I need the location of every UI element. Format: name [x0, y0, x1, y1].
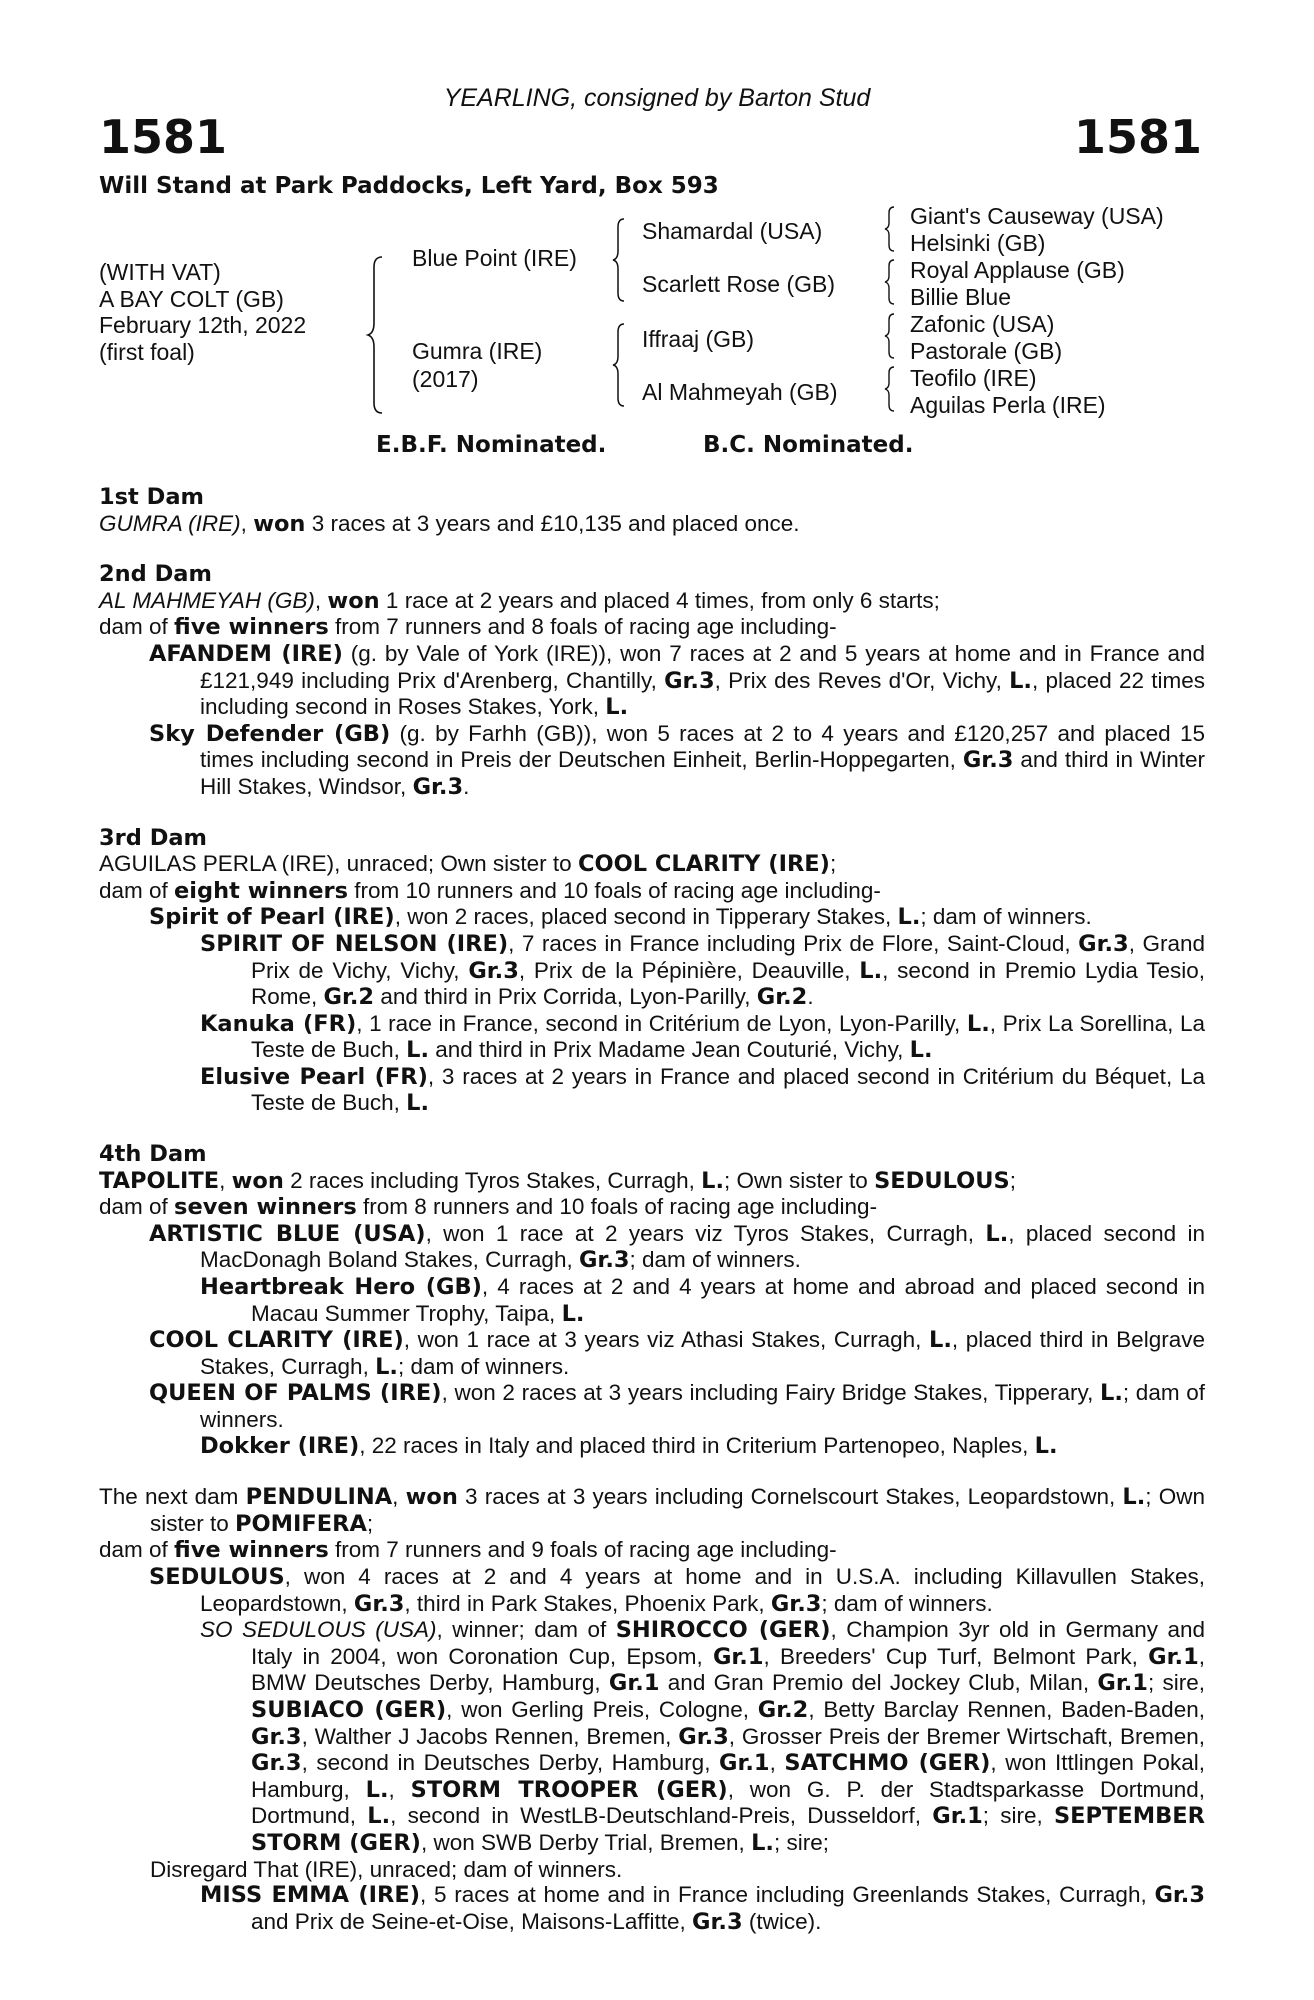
produce-disregard-that: Disregard That (IRE), unraced; dam of winners.	[150, 1856, 623, 1882]
pedigree-dam-year: (2017)	[412, 366, 479, 392]
second-dam-heading: 2nd Dam	[99, 561, 212, 588]
produce-heartbreak-hero: Heartbreak Hero (GB), 4 races at 2 and 4 years at home and abroad and placed second in Macau Summer Trophy, Taipa, L.	[200, 1274, 1205, 1327]
pedigree-bracket-dd	[885, 365, 899, 413]
produce-afandem: AFANDEM (IRE) (g. by Vale of York (IRE)), won 7 races at 2 and 5 years at home and in France and £121,949 including Prix d'Arenberg, Chantilly, Gr.3, Prix des Reves d'Or, Vichy, L., placed 22 times including second in Roses Stakes, York, L.	[149, 640, 1205, 721]
produce-kanuka: Kanuka (FR), 1 race in France, second in Critérium de Lyon, Lyon-Parilly, L., Prix La Sorellina, La Teste de Buch, L. and third in Prix Madame Jean Couturié, Vichy, L.	[200, 1010, 1205, 1064]
produce-queen-of-palms: QUEEN OF PALMS (IRE), won 2 races at 3 years including Fairy Bridge Stakes, Tipperary, L.; dam of winners.	[149, 1380, 1205, 1432]
produce-sedulous: SEDULOUS, won 4 races at 2 and 4 years at home and in U.S.A. including Killavullen Stakes, Leopardstown, Gr.3, third in Park Stakes, Phoenix Park, Gr.3; dam of winners.	[149, 1563, 1205, 1617]
pedigree-sire: Blue Point (IRE)	[412, 245, 577, 271]
fourth-dam-produce: dam of seven winners from 8 runners and 10 foals of racing age including-	[99, 1194, 878, 1221]
pedigree-sire-dam: Scarlett Rose (GB)	[642, 271, 835, 297]
pedigree-bracket-main	[370, 255, 390, 415]
produce-artistic-blue: ARTISTIC BLUE (USA), won 1 race at 2 years viz Tyros Stakes, Curragh, L., placed second in MacDonagh Boland Stakes, Curragh, Gr.3; dam of winners.	[149, 1220, 1205, 1274]
next-dam-text: The next dam PENDULINA, won 3 races at 3 years including Cornelscourt Stakes, Leopardstown, L.; Own sister to POMIFERA;	[99, 1484, 1205, 1537]
pedigree-dsd: Pastorale (GB)	[910, 338, 1063, 364]
produce-spirit-of-nelson: SPIRIT OF NELSON (IRE), 7 races in France including Prix de Flore, Saint-Cloud, Gr.3, Grand Prix de Vichy, Vichy, Gr.3, Prix de la Pépinière, Deauville, L., second in Premio Lydia Tesio, Rome, Gr.2 and third in Prix Corrida, Lyon-Parilly, Gr.2.	[200, 930, 1205, 1011]
produce-so-sedulous: SO SEDULOUS (USA), winner; dam of SHIROCCO (GER), Champion 3yr old in Germany and Italy in 2004, won Coronation Cup, Epsom, Gr.1, Breeders' Cup Turf, Belmont Park, Gr.1, BMW Deutsches Derby, Hamburg, Gr.1 and Gran Premio del Jockey Club, Milan, Gr.1; sire, SUBIACO (GER), won Gerling Preis, Cologne, Gr.2, Betty Barclay Rennen, Baden-Baden, Gr.3, Walther J Jacobs Rennen, Bremen, Gr.3, Grosser Preis der Bremer Wirtschaft, Bremen, Gr.3, second in Deutsches Derby, Hamburg, Gr.1, SATCHMO (GER), won Ittlingen Pokal, Hamburg, L., STORM TROOPER (GER), won G. P. der Stadtsparkasse Dortmund, Dortmund, L., second in WestLB-Deutschland-Preis, Dusseldorf, Gr.1; sire, SEPTEMBER STORM (GER), won SWB Derby Trial, Bremen, L.; sire;	[200, 1617, 1206, 1856]
second-dam-produce: dam of five winners from 7 runners and 8 foals of racing age including-	[99, 614, 837, 641]
fourth-dam-heading: 4th Dam	[99, 1141, 207, 1168]
horse-name: A BAY COLT (GB)	[99, 286, 284, 312]
third-dam-heading: 3rd Dam	[99, 824, 207, 851]
first-dam-heading: 1st Dam	[99, 484, 204, 510]
horse-dob: February 12th, 2022	[99, 312, 307, 338]
lot-number-right: 1581	[1073, 110, 1202, 164]
pedigree-dam-dam: Al Mahmeyah (GB)	[642, 379, 838, 405]
produce-spirit-of-pearl: Spirit of Pearl (IRE), won 2 races, placed second in Tipperary Stakes, L.; dam of winners.	[149, 904, 1092, 931]
pedigree-dam: Gumra (IRE)	[412, 338, 543, 364]
produce-dokker: Dokker (IRE), 22 races in Italy and placed third in Criterium Partenopeo, Naples, L.	[200, 1432, 1058, 1459]
pedigree-sire-sire: Shamardal (USA)	[642, 218, 823, 244]
produce-cool-clarity: COOL CLARITY (IRE), won 1 race at 3 years viz Athasi Stakes, Curragh, L., placed third in Belgrave Stakes, Curragh, L.; dam of winners.	[149, 1327, 1205, 1380]
race-record	[99, 485, 1205, 1935]
vat-note: (WITH VAT)	[99, 259, 221, 285]
stand-location: Will Stand at Park Paddocks, Left Yard, Box 593	[99, 173, 719, 199]
horse-foal-note: (first foal)	[99, 339, 195, 365]
pedigree-bracket-sire	[614, 217, 630, 303]
pedigree-dam-sire: Iffraaj (GB)	[642, 326, 755, 352]
pedigree-sss: Giant's Causeway (USA)	[910, 203, 1164, 229]
first-dam-text: GUMRA (IRE), won 3 races at 3 years and £10,135 and placed once.	[99, 510, 800, 537]
pedigree-dds: Teofilo (IRE)	[910, 365, 1037, 391]
pedigree-sds: Royal Applause (GB)	[910, 257, 1125, 283]
consignment-line: YEARLING, consigned by Barton Stud	[443, 84, 871, 112]
pedigree-ddd: Aguilas Perla (IRE)	[910, 392, 1106, 418]
third-dam-produce: dam of eight winners from 10 runners and 10 foals of racing age including-	[99, 877, 881, 904]
fourth-dam-text: TAPOLITE, won 2 races including Tyros Stakes, Curragh, L.; Own sister to SEDULOUS;	[99, 1167, 1017, 1194]
bc-nomination: B.C. Nominated.	[703, 432, 914, 458]
produce-sky-defender: Sky Defender (GB) (g. by Farhh (GB)), won 5 races at 2 to 4 years and £120,257 and placed 15 times including second in Preis der Deutschen Einheit, Berlin-Hoppegarten, Gr.3 and third in Winter Hill Stakes, Windsor, Gr.3.	[149, 720, 1205, 800]
pedigree-ssd: Helsinki (GB)	[910, 230, 1046, 256]
ebf-nomination: E.B.F. Nominated.	[376, 432, 607, 458]
pedigree-bracket-dam	[614, 322, 630, 408]
produce-elusive-pearl: Elusive Pearl (FR), 3 races at 2 years in France and placed second in Critérium du Béquet, La Teste de Buch, L.	[200, 1063, 1205, 1117]
pedigree-dss: Zafonic (USA)	[910, 311, 1055, 337]
third-dam-text: AGUILAS PERLA (IRE), unraced; Own sister to COOL CLARITY (IRE);	[99, 851, 837, 878]
pedigree-sdd: Billie Blue	[910, 284, 1011, 310]
second-dam-text: AL MAHMEYAH (GB), won 1 race at 2 years and placed 4 times, from only 6 starts;	[99, 587, 940, 614]
pedigree-bracket-ss	[885, 205, 899, 253]
pedigree-bracket-sd	[885, 258, 899, 306]
pedigree-bracket-ds	[885, 312, 899, 360]
lot-number-left: 1581	[99, 110, 228, 164]
next-dam-produce: dam of five winners from 7 runners and 9 foals of racing age including-	[99, 1537, 837, 1564]
produce-miss-emma: MISS EMMA (IRE), 5 races at home and in France including Greenlands Stakes, Curragh, Gr.3 and Prix de Seine-et-Oise, Maisons-Laffitte, Gr.3 (twice).	[200, 1882, 1205, 1935]
